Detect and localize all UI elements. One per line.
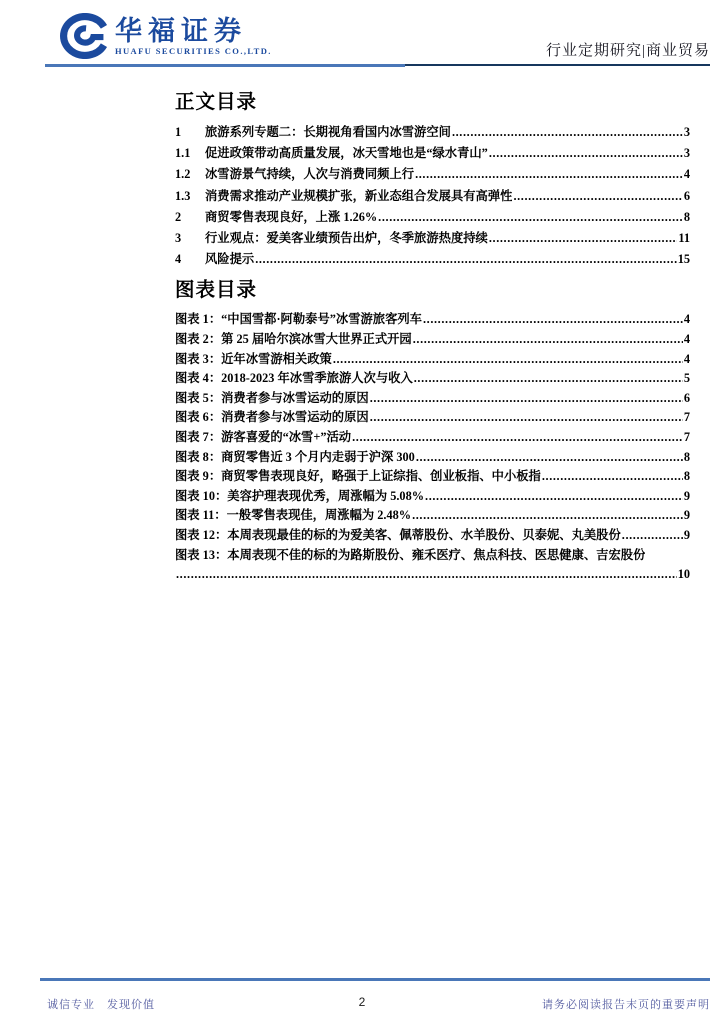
figure-entry-title: “中国雪都·阿勒泰号”冰雪游旅客列车 [221, 312, 422, 327]
figure-entry-label: 图表 13： [175, 547, 228, 562]
figure-entry-title: 本周表现不佳的标的为路斯股份、雍禾医疗、焦点科技、医思健康、吉宏股份 [227, 547, 646, 562]
toc-entry-page: 3 [683, 146, 690, 161]
dot-leader [542, 467, 683, 487]
figure-entry-title: 游客喜爱的“冰雪+”活动 [221, 429, 352, 444]
figure-entry-title: 美容护理表现优秀，周涨幅为 5.08% [227, 488, 425, 503]
figure-entry-title: 本周表现最佳的标的为爱美客、佩蒂股份、水羊股份、贝泰妮、丸美股份 [227, 527, 621, 542]
figure-entry-title: 第 25 届哈尔滨冰雪大世界正式开园 [221, 332, 412, 347]
dot-leader [352, 428, 683, 448]
dot-leader [416, 448, 683, 468]
figure-entry-page: 4 [683, 351, 690, 366]
dot-leader [176, 565, 677, 585]
brand-name-en: HUAFU SECURITIES CO.,LTD. [115, 45, 272, 56]
figure-entry-label: 图表 10： [175, 488, 228, 503]
figure-entry-title: 一般零售表现佳，周涨幅为 2.48% [226, 508, 412, 523]
figure-entry-label: 图表 6： [175, 410, 222, 425]
figure-entry-title: 消费者参与冰雪运动的原因 [221, 390, 369, 405]
dot-leader [489, 228, 678, 249]
figure-entry[interactable] [175, 389, 690, 409]
toc-entry[interactable] [175, 164, 690, 185]
figure-entry[interactable] [175, 310, 690, 330]
figure-entry[interactable] [175, 546, 690, 585]
toc-entry-number: 1 [175, 125, 182, 139]
footer-slogan: 诚信专业 发现价值 [47, 999, 155, 1011]
figure-entry-label: 图表 12： [175, 527, 228, 542]
figure-entry-label: 图表 1： [175, 312, 222, 327]
toc-entry[interactable] [175, 122, 690, 143]
figure-entry-page: 6 [683, 390, 690, 405]
figure-entry[interactable] [175, 506, 690, 526]
toc-entry-title: 行业观点：爱美客业绩预告出炉，冬季旅游热度持续 [205, 231, 488, 246]
figure-entry-page: 9 [683, 508, 690, 523]
dot-leader [452, 122, 683, 143]
header-divider-thin [405, 64, 710, 66]
toc-list [175, 122, 690, 270]
toc-entry[interactable] [175, 186, 690, 207]
dot-leader [413, 330, 683, 350]
figure-entry-page: 7 [683, 429, 690, 444]
toc-entry-page: 11 [678, 231, 690, 246]
toc-entry-page: 6 [683, 188, 690, 203]
toc-entry[interactable] [175, 143, 690, 164]
dot-leader [414, 369, 683, 389]
dot-leader [412, 506, 683, 526]
toc-entry-title: 消费需求推动产业规模扩张，新业态组合发展具有高弹性 [205, 188, 513, 203]
figure-entry[interactable] [175, 526, 690, 546]
footer-divider [40, 978, 710, 981]
figure-entry-page: 4 [683, 312, 690, 327]
toc-entry-title: 冰雪游景气持续，人次与消费同频上行 [205, 167, 415, 182]
huafu-swirl-icon [57, 13, 109, 59]
dot-leader [513, 186, 682, 207]
figure-entry-label: 图表 3： [175, 351, 222, 366]
toc-entry-title: 商贸零售表现良好，上涨 1.26% [205, 209, 378, 224]
dot-leader [333, 350, 683, 370]
dot-leader [423, 310, 683, 330]
figure-entry-page: 7 [683, 410, 690, 425]
figure-entry[interactable] [175, 350, 690, 370]
toc-entry-page: 8 [683, 209, 690, 224]
toc-entry-number: 3 [175, 231, 182, 246]
toc-entry-number: 1.1 [175, 146, 191, 161]
toc-entry-title: 促进政策带动高质量发展，冰天雪地也是“绿水青山” [205, 146, 488, 161]
figure-entry[interactable] [175, 330, 690, 350]
table-of-contents [175, 90, 690, 585]
dot-leader [378, 207, 683, 228]
toc-entry-page: 15 [677, 252, 690, 267]
figures-heading: 图表目录 [175, 280, 258, 302]
report-category-label: 行业定期研究|商业贸易 [545, 43, 710, 59]
toc-entry[interactable] [175, 228, 690, 249]
figure-entry-label: 图表 5： [175, 390, 222, 405]
header-divider [45, 63, 710, 67]
figure-entry-title: 商贸零售表现良好，略强于上证综指、创业板指、中小板指 [221, 469, 541, 484]
figures-list [175, 310, 690, 584]
figure-entry-title: 消费者参与冰雪运动的原因 [221, 410, 369, 425]
toc-entry-page: 3 [683, 125, 690, 139]
toc-entry-number: 1.2 [175, 167, 191, 182]
figure-entry-label: 图表 7： [175, 429, 222, 444]
brand-name-cn: 华福证券 [115, 15, 247, 46]
page-number: 2 [358, 995, 366, 1009]
figure-entry[interactable] [175, 428, 690, 448]
figure-entry[interactable] [175, 448, 690, 468]
figure-entry-title: 商贸零售近 3 个月内走弱于沪深 300 [221, 449, 415, 464]
toc-entry-number: 1.3 [175, 188, 191, 203]
toc-entry[interactable] [175, 207, 690, 228]
toc-entry-page: 4 [683, 167, 690, 182]
figure-entry-label: 图表 2： [175, 332, 222, 347]
dot-leader [370, 389, 683, 409]
toc-entry-title: 旅游系列专题二：长期视角看国内冰雪游空间 [205, 125, 451, 139]
figure-entry-page: 10 [677, 567, 690, 582]
footer-disclaimer: 请务必阅读报告末页的重要声明 [542, 999, 710, 1011]
dot-leader [425, 487, 683, 507]
toc-heading: 正文目录 [175, 92, 258, 113]
figure-entry[interactable] [175, 369, 690, 389]
toc-entry-number: 2 [175, 209, 182, 224]
figure-entry[interactable] [175, 467, 690, 487]
toc-entry-title: 风险提示 [205, 252, 255, 267]
figure-entry-page: 9 [683, 488, 690, 503]
figure-entry-title: 近年冰雪游相关政策 [221, 351, 332, 366]
figure-entry-label: 图表 8： [175, 449, 222, 464]
figure-entry-page: 8 [683, 469, 690, 484]
figure-entry[interactable] [175, 487, 690, 507]
figure-entry-label: 图表 4： [175, 371, 222, 386]
header-divider-thick [45, 64, 405, 67]
brand-logo [57, 13, 272, 59]
figure-entry-page: 8 [683, 449, 690, 464]
toc-entry[interactable] [175, 249, 690, 270]
toc-entry-number: 4 [175, 252, 182, 267]
figure-entry-title: 2018-2023 年冰雪季旅游人次与收入 [221, 371, 413, 386]
figure-entry-page: 5 [683, 371, 690, 386]
figure-entry-page: 4 [683, 332, 690, 347]
figure-entry-page: 9 [683, 527, 690, 542]
dot-leader [255, 249, 677, 270]
dot-leader [622, 526, 683, 546]
figure-entry[interactable] [175, 408, 690, 428]
figure-entry-label: 图表 9： [175, 469, 222, 484]
figure-entry-label: 图表 11： [175, 508, 227, 523]
dot-leader [370, 408, 683, 428]
dot-leader [415, 164, 683, 185]
dot-leader [489, 143, 683, 164]
